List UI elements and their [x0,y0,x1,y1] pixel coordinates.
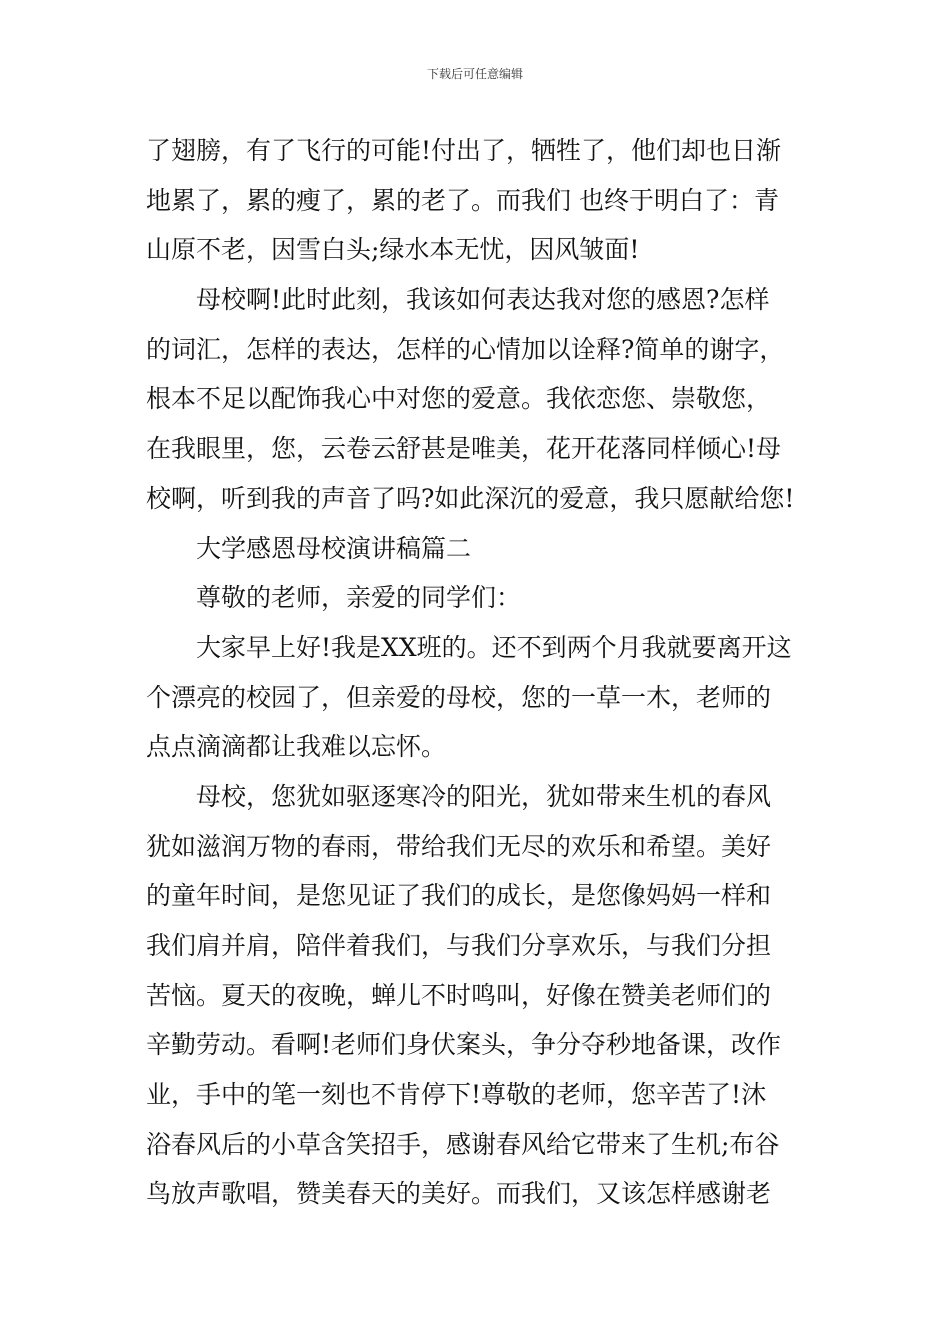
document-body [146,126,806,1219]
text-line: 山原不老，因雪白头;绿水本无忧，因风皱面! [146,235,640,265]
text-line: 地累了，累的瘦了，累的老了。而我们 也终于明白了：青 [146,185,779,215]
text-line: 大家早上好!我是XX班的。还不到两个月我就要离开这 [146,632,792,662]
text-line: 了翅膀，有了飞行的可能!付出了，牺牲了，他们却也日渐 [146,136,782,165]
text-line: 根本不足以配饰我心中对您的爱意。我依恋您、崇敬您， [146,384,772,414]
text-line: 点点滴滴都让我难以忘怀。 [146,732,447,762]
text-line: 个漂亮的校园了，但亲爱的母校，您的一草一木，老师的 [146,682,772,712]
section-title: 大学感恩母校演讲稿篇二 [146,533,472,563]
text-line: 浴春风后的小草含笑招手，感谢春风给它带来了生机;布谷 [146,1129,780,1159]
text-line: 鸟放声歌唱，赞美春天的美好。而我们，又该怎样感谢老 [146,1179,772,1209]
text-line: 校啊，听到我的声音了吗?如此深沉的爱意，我只愿献给您! [146,483,795,513]
text-line: 我们肩并肩，陪伴着我们，与我们分享欢乐，与我们分担 [146,931,772,960]
text-line: 母校啊!此时此刻，我该如何表达我对您的感恩?怎样 [146,285,770,315]
text-line: 辛勤劳动。看啊!老师们身伏案头，争分夺秒地备课，改作 [146,1030,782,1060]
text-line: 犹如滋润万物的春雨，带给我们无尽的欢乐和希望。美好 [146,831,772,861]
text-line: 母校，您犹如驱逐寒冷的阳光，犹如带来生机的春风 [146,781,772,811]
text-line: 的词汇，怎样的表达，怎样的心情加以诠释?简单的谢字， [146,334,785,364]
text-line: 在我眼里，您，云卷云舒甚是唯美，花开花落同样倾心!母 [146,434,782,464]
salutation: 尊敬的老师，亲爱的同学们： [146,583,522,613]
text-line: 苦恼。夏天的夜晚，蝉儿不时鸣叫，好像在赞美老师们的 [146,980,772,1010]
text-line: 业，手中的笔一刻也不肯停下!尊敬的老师，您辛苦了!沐 [146,1080,767,1110]
page-header: 下载后可任意编辑 [426,67,523,81]
text-line: 的童年时间，是您见证了我们的成长，是您像妈妈一样和 [146,881,772,911]
